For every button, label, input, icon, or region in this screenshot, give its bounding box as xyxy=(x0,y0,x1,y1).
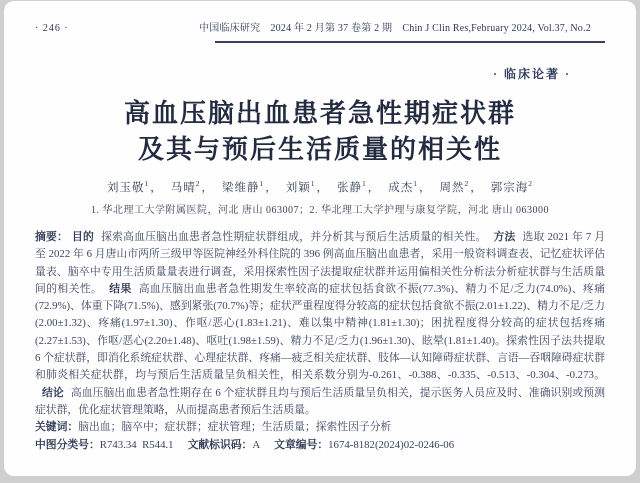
author-separator: ， xyxy=(316,182,329,194)
author xyxy=(222,179,278,194)
author xyxy=(285,179,329,194)
author-name: 马晴 xyxy=(170,182,196,194)
author xyxy=(337,179,381,194)
abstract-results-text: 高血压脑出血患者急性期发生率较高的症状包括食欲不振(77.3%)、精力不足/乏力(74.0%)、疼痛(72.9%)、体重下降(71.5%)、感到紧张(70.7%)等；症状严重程度得分较高的症状包括食欲不振(2.01±1.22)、精力不足/乏力(2.00±1.32)、疼痛(1.97±1.30)、作呕/恶心(1.83±1.21)、难以集中精神(1.81±1.30)；困扰程度得分较高的症状包括疼痛(2.27±1.53)、作呕/恶心(2.20±1.48)、呕吐(1.98±1.59)、精力不足/乏力(1.96±1.30)、眩晕(1.81±1.40)。探索性因子法共提取 6 个症状群，即消化系统症状群、心理症状群、疼痛—疲乏相关症状群、肢体—认知障碍症状群、言语—吞咽障碍症状群和肺炎相关症状群，均与预后生活质量呈负相关性，相关系数分别为-0.261、-0.388、-0.335、-0.513、-0.304、-0.273。 xyxy=(35,282,608,382)
author-separator: ， xyxy=(265,182,278,194)
author-name: 成杰 xyxy=(388,182,414,194)
author xyxy=(107,179,163,194)
header-rule xyxy=(215,41,605,43)
author-name: 刘玉敬 xyxy=(107,182,145,194)
author-name: 郭宗海 xyxy=(490,182,529,194)
author-superscript: 1 xyxy=(310,179,316,189)
doc-code-label: 文献标识码： xyxy=(187,438,253,451)
author-superscript: 1 xyxy=(362,179,367,189)
author-superscript: 1 xyxy=(259,179,265,189)
article-id-value: 1674-8182(2024)02-0246-06 xyxy=(328,438,455,451)
author-name: 张静 xyxy=(337,182,362,194)
author xyxy=(170,179,214,194)
title-line-2: 及其与预后生活质量的相关性 xyxy=(137,135,502,164)
author-separator: ， xyxy=(419,182,432,194)
author-superscript: 2 xyxy=(528,179,533,189)
abstract xyxy=(35,229,608,419)
keywords-line xyxy=(35,419,605,436)
abstract-methods-heading: 方法 xyxy=(493,231,516,243)
author xyxy=(388,179,432,194)
author-superscript: 1 xyxy=(413,179,418,189)
clc-value: R743.34 R544.1 xyxy=(99,438,174,451)
article-id-label: 文章编号： xyxy=(274,438,329,451)
author xyxy=(490,179,533,194)
author-list xyxy=(35,179,605,195)
paper-page xyxy=(4,1,636,476)
doc-code-value: A xyxy=(252,438,261,451)
author-separator: ， xyxy=(150,182,163,194)
title-line-1: 高血压脑出血患者急性期症状群 xyxy=(123,99,516,128)
abstract-methods-text: 选取 2021 年 7 月至 2022 年 6 月唐山市两所三级甲等医院神经外科住院的 396 例高血压脑出血患者，采用一般资料调查表、记忆症状评估量表、脑卒中专用生活质量量表进行调查，采用探索性因子法提取症状群并运用偏相关性分析法分析症状群与生活质量间的相关性。 xyxy=(35,231,606,295)
author-superscript: 2 xyxy=(195,179,201,189)
doc-code-group xyxy=(188,439,261,451)
abstract-objective-heading: 目的 xyxy=(72,231,95,243)
page-number: · 246 · xyxy=(35,23,69,34)
author-name: 梁维静 xyxy=(222,182,260,194)
author-separator: ， xyxy=(470,182,483,194)
classification-line xyxy=(35,437,605,454)
journal-header: 中国临床研究 2024 年 2 月第 37 卷第 2 期 Chin J Clin Res,February 2024, Vol.37, No.2 xyxy=(199,23,591,34)
author-superscript: 1 xyxy=(144,179,150,189)
author-superscript: 2 xyxy=(464,179,470,189)
author-name: 刘颖 xyxy=(285,182,311,194)
abstract-results-heading: 结果 xyxy=(109,282,132,295)
affiliation: 1. 华北理工大学附属医院，河北 唐山 063007；2. 华北理工大学护理与康复学院，河北 唐山 063000 xyxy=(91,205,549,216)
article-title xyxy=(35,96,605,168)
abstract-label: 摘要： xyxy=(35,231,69,243)
article-id-group xyxy=(274,439,454,451)
abstract-conclusion-heading: 结论 xyxy=(42,386,64,399)
column-tag: · 临床论著 · xyxy=(492,67,571,81)
clc-group xyxy=(35,439,174,451)
keywords-text: 脑出血；脑卒中；症状群；症状管理；生活质量；探索性因子分析 xyxy=(78,421,392,434)
abstract-conclusion-text: 高血压脑出血患者急性期存在 6 个症状群且均与预后生活质量呈负相关，提示医务人员应及时、准确识别或预测症状群，优化症状管理策略，从而提高患者预后生活质量。 xyxy=(35,386,606,416)
author-separator: ， xyxy=(201,182,214,194)
running-head xyxy=(35,15,605,34)
keywords-label: 关键词： xyxy=(35,421,79,434)
clc-label: 中图分类号： xyxy=(35,438,100,451)
abstract-objective-text: 探索高血压脑出血患者急性期症状群组成，并分析其与预后生活质量的相关性。 xyxy=(101,231,487,243)
author-separator: ， xyxy=(367,182,381,194)
author-name: 周然 xyxy=(439,182,465,194)
author xyxy=(439,179,483,194)
